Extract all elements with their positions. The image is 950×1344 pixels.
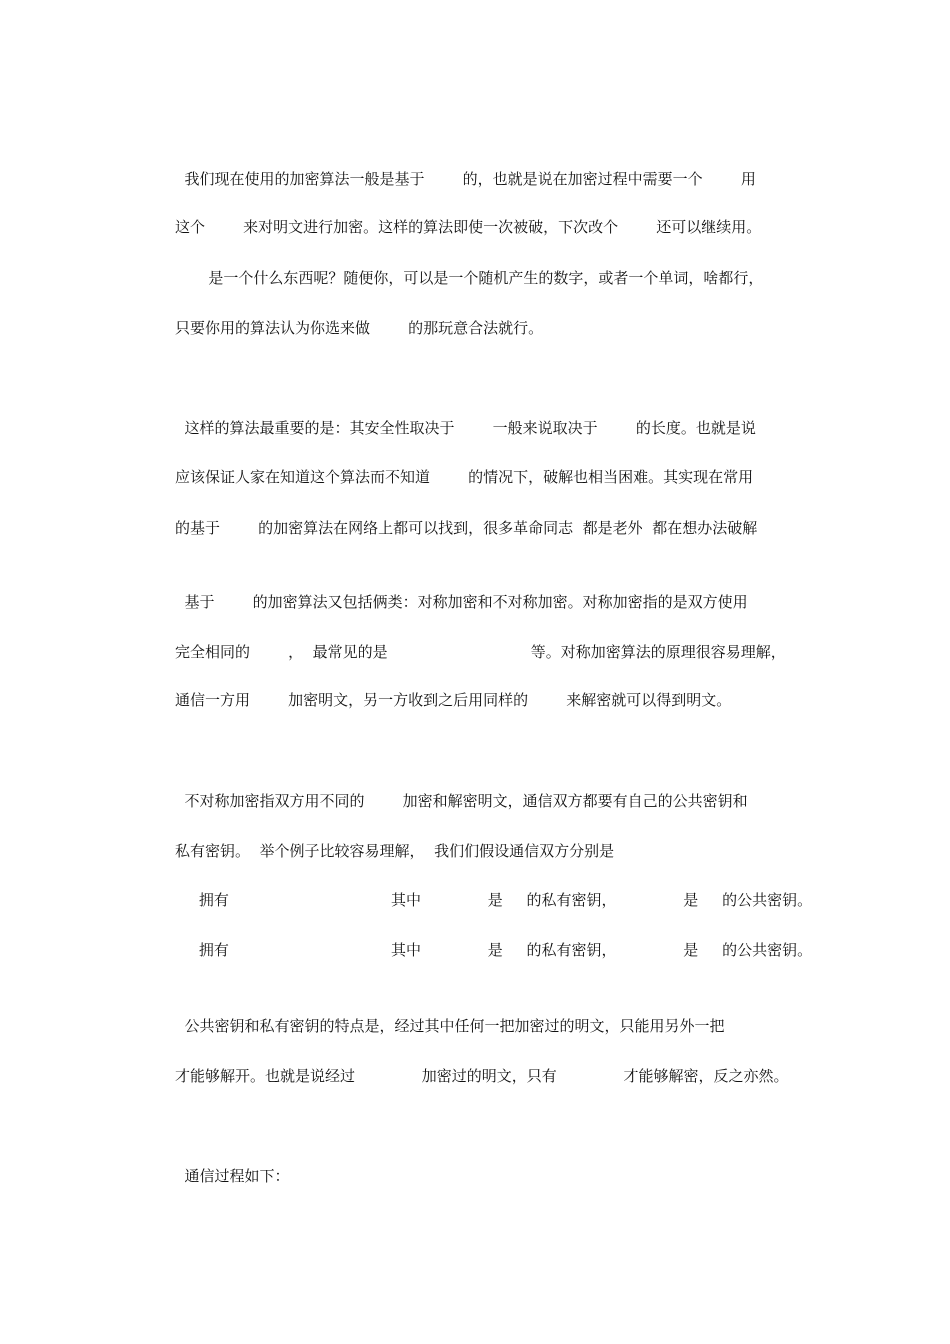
paragraph-2-line-3: 的基于 的加密算法在网络上都可以找到，很多革命同志 都是老外 都在想办法破解 (175, 519, 758, 537)
paragraph-1-line-1: 我们现在使用的加密算法一般是基于 的，也就是说在加密过程中需要一个 用 (175, 170, 756, 188)
paragraph-6-line-1: 通信过程如下： (175, 1167, 290, 1185)
paragraph-4-line-1: 不对称加密指双方用不同的 加密和解密明文，通信双方都要有自己的公共密钥和 (175, 792, 748, 810)
paragraph-4-line-2: 私有密钥。 举个例子比较容易理解， 我们们假设通信双方分别是 (175, 842, 615, 860)
paragraph-4-line-3: 拥有 其中 是 的私有密钥， 是 的公共密钥。 (175, 891, 813, 909)
paragraph-3-line-2: 完全相同的 ， 最常见的是 等。对称加密算法的原理很容易理解， (175, 643, 786, 661)
paragraph-5-line-2: 才能够解开。也就是说经过 加密过的明文，只有 才能够解密，反之亦然。 (175, 1067, 789, 1085)
paragraph-3-line-3: 通信一方用 加密明文，另一方收到之后用同样的 来解密就可以得到明文。 (175, 691, 732, 709)
paragraph-4-line-4: 拥有 其中 是 的私有密钥， 是 的公共密钥。 (175, 941, 813, 959)
paragraph-2-line-2: 应该保证人家在知道这个算法而不知道 的情况下，破解也相当困难。其实现在常用 (175, 468, 754, 486)
paragraph-3-line-1: 基于 的加密算法又包括俩类：对称加密和不对称加密。对称加密指的是双方使用 (175, 593, 748, 611)
paragraph-5-line-1: 公共密钥和私有密钥的特点是，经过其中任何一把加密过的明文，只能用另外一把 (175, 1017, 725, 1035)
paragraph-1-line-4: 只要你用的算法认为你选来做 的那玩意合法就行。 (175, 319, 544, 337)
paragraph-1-line-2: 这个 来对明文进行加密。这样的算法即使一次被破，下次改个 还可以继续用。 (175, 218, 762, 236)
paragraph-2-line-1: 这样的算法最重要的是：其安全性取决于 一般来说取决于 的长度。也就是说 (175, 419, 756, 437)
paragraph-1-line-3: 是一个什么东西呢？随便你，可以是一个随机产生的数字，或者一个单词，啥都行， (175, 269, 764, 287)
